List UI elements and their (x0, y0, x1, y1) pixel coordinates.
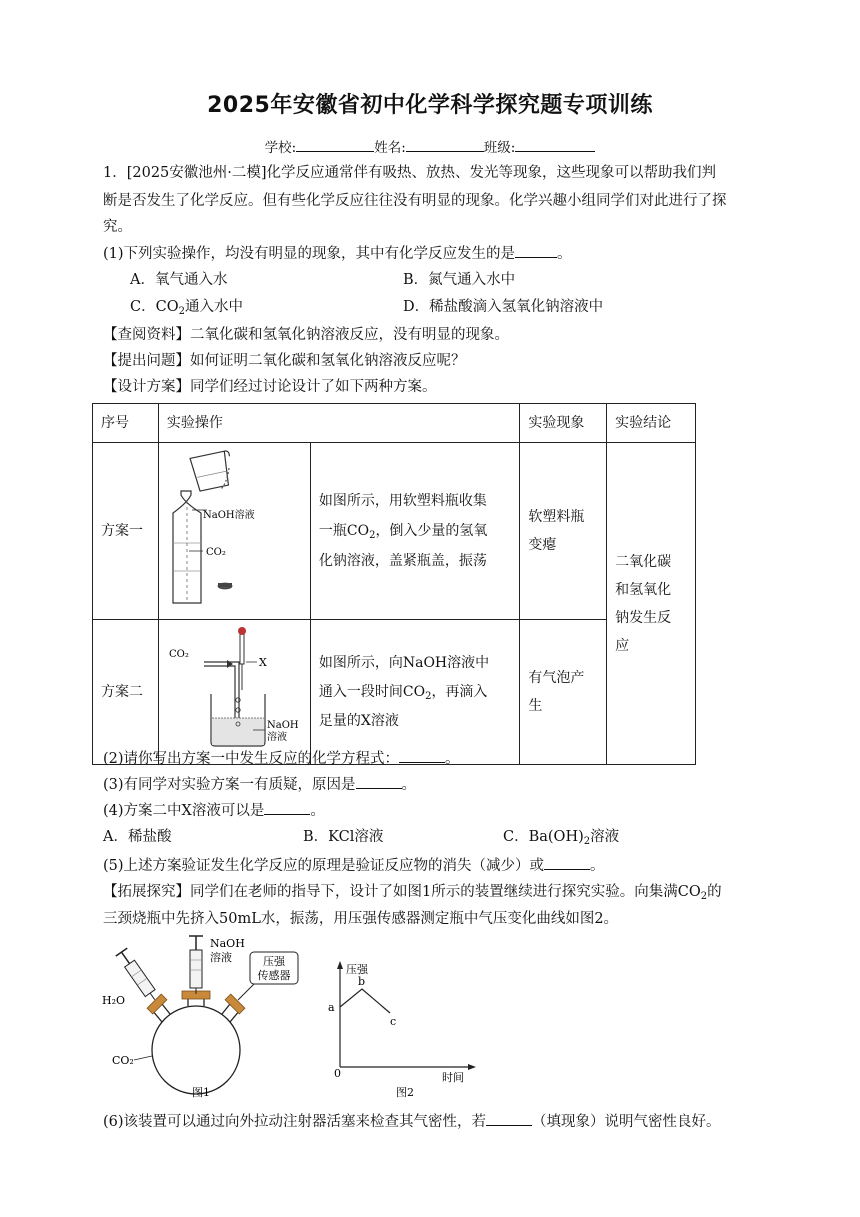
option-c[interactable] (130, 297, 243, 317)
question-1-text: (1)下列实验操作，均没有明显的现象，其中有化学反应发生的是 (103, 246, 516, 262)
fig2-co2-label: CO₂ (168, 649, 189, 660)
reference-text: 二氧化碳和氢氧化钠溶液反应，没有明显的现象。 (190, 327, 509, 343)
conclusion-line-2: 和氢氧化 (615, 581, 672, 598)
extension-l1-pre: 同学们在老师的指导下，设计了如图1所示的装置继续进行探究实验。向集满CO (190, 884, 701, 900)
question-6-blank[interactable] (486, 1111, 532, 1126)
question-5-end: 。 (590, 858, 605, 874)
point-c-label: c (390, 1015, 397, 1028)
plan-1-label: 方案一 (93, 443, 159, 620)
header-operation: 实验操作 (158, 404, 519, 443)
question-6-pre: (6)该装置可以通过向外拉动注射器活塞来检查其气密性，若 (103, 1114, 487, 1130)
intro-line-3: 究。 (103, 219, 132, 235)
plan-1-operation (310, 443, 520, 620)
figure-2-caption: 图2 (396, 1086, 414, 1099)
plan-1-op-line-1: 如图所示，用软塑料瓶收集 (318, 493, 487, 509)
question-4-end: 。 (310, 803, 325, 819)
pouring-beaker-icon (190, 450, 235, 491)
school-field[interactable] (296, 137, 374, 152)
class-field[interactable] (515, 137, 595, 152)
pressure-curve-line (340, 989, 390, 1013)
beaker-gas-figure (159, 620, 309, 754)
problem-text: 如何证明二氧化碳和氢氧化钠溶液反应呢？ (190, 353, 466, 369)
plan-1-op-line-2 (319, 516, 512, 546)
figure-1-caption: 图1 (192, 1086, 210, 1099)
plan-2-op-line-2 (319, 678, 512, 707)
extension-l1-post: 的 (707, 884, 722, 900)
plan-1-op-line-2-pre: 一瓶CO (318, 523, 370, 539)
fig1-solution-text: 溶液 (210, 951, 232, 964)
plan-text: 同学们经过讨论设计了如下两种方案。 (190, 379, 437, 395)
plan-1-figure-cell (158, 443, 310, 620)
figure-1-apparatus (96, 930, 316, 1100)
question-4 (103, 800, 325, 821)
extension-line-2: 三颈烧瓶中先挤入50mL水，振荡，用压强传感器测定瓶中气压变化曲线如图2。 (103, 911, 619, 927)
figure-2-pressure-curve (322, 955, 482, 1103)
question-1 (103, 243, 572, 264)
table-row-plan-1 (93, 443, 696, 620)
extension-tag: 【拓展探究】 (103, 884, 190, 900)
point-a-label: a (328, 1001, 335, 1014)
plan-2-figure-cell (158, 620, 310, 765)
question-3 (103, 774, 416, 795)
q4-option-c-post: 溶液 (590, 829, 620, 845)
q4-option-c-sub: 2 (583, 836, 591, 847)
page-title: 2025年安徽省初中化学科学探究题专项训练 (207, 93, 653, 118)
table-row-plan-2 (93, 620, 696, 765)
header-number: 序号 (93, 404, 159, 443)
plan-1-phen-line-1: 软塑料瓶 (528, 509, 585, 525)
plan-2-operation (310, 620, 520, 765)
fig1-co2-label: CO₂ (205, 547, 226, 558)
conclusion-line-4: 应 (615, 637, 630, 654)
naoh-syringe-icon (189, 936, 203, 994)
fig1-co2-text: CO₂ (112, 1054, 134, 1067)
fig2-solution-label: 溶液 (266, 732, 287, 743)
plan-2-op-line-2-post: ，再滴入 (431, 683, 488, 700)
question-1-blank[interactable] (515, 243, 557, 258)
student-info-line (0, 136, 860, 156)
question-3-end: 。 (401, 777, 417, 793)
question-5-blank[interactable] (544, 855, 590, 870)
conclusion-cell (607, 443, 696, 765)
intro-line-1: 1．[2025安徽池州·二模]化学反应通常伴有吸热、放热、发光等现象，这些现象可以帮助我们判 (103, 165, 717, 181)
fig2-y-label: 压强 (346, 963, 368, 976)
question-6-post: （填现象）说明气密性良好。 (532, 1114, 721, 1130)
q4-option-c[interactable] (503, 827, 619, 847)
conclusion-line-1: 二氧化碳 (615, 553, 672, 570)
option-c-pre: C．CO (130, 299, 179, 315)
name-field[interactable] (406, 137, 484, 152)
option-a[interactable]: A．氧气通入水 (130, 272, 228, 288)
plan-1-phen-line-2: 变瘪 (528, 537, 557, 553)
fig1-naoh-label: NaOH溶液 (202, 510, 255, 521)
question-3-text: (3)有同学对实验方案一有质疑，原因是 (103, 777, 356, 793)
question-3-blank[interactable] (356, 774, 402, 789)
plan-1-op-line-2-sub: 2 (369, 530, 376, 541)
bottle-cap-icon (218, 583, 232, 587)
plan-2-op-line-2-pre: 通入一段时间CO (318, 683, 426, 700)
fig1-naoh-text: NaOH (210, 937, 245, 950)
extension-line-1 (103, 882, 722, 902)
plan-2-phen-line-1: 有气泡产 (528, 670, 585, 686)
plan-2-op-line-1: 如图所示，向NaOH溶液中 (318, 654, 490, 671)
question-2-end: 。 (445, 751, 460, 767)
name-label: 姓名: (374, 140, 406, 156)
question-1-end: 。 (557, 246, 572, 262)
three-neck-flask-icon (152, 1006, 240, 1094)
question-5 (103, 855, 605, 876)
problem-paragraph (103, 351, 466, 371)
q4-option-b[interactable]: B．KCl溶液 (303, 829, 384, 845)
plan-2-op-line-3: 足量的X溶液 (318, 712, 399, 729)
header-conclusion: 实验结论 (607, 404, 696, 443)
question-2 (103, 748, 460, 769)
question-2-text: (2)请你写出方案一中发生反应的化学方程式： (103, 751, 400, 767)
question-6 (103, 1111, 721, 1132)
reference-paragraph (103, 325, 509, 345)
plan-1-phenomenon (520, 443, 607, 620)
plan-2-op-line-2-sub: 2 (425, 690, 432, 702)
experiment-table (92, 403, 696, 765)
question-2-blank[interactable] (399, 748, 445, 763)
conclusion-line-3: 钠发生反 (615, 609, 672, 626)
fig2-x-label: 时间 (442, 1071, 464, 1084)
question-5-text: (5)上述方案验证发生化学反应的原理是验证反应物的消失（减少）或 (103, 858, 545, 874)
plan-1-op-line-2-post: ，倒入少量的氢氧 (375, 523, 488, 539)
q4-option-a[interactable]: A．稀盐酸 (103, 829, 172, 845)
extension-l1-sub: 2 (700, 891, 708, 902)
plan-2-phenomenon (520, 620, 607, 765)
class-label: 班级: (483, 140, 516, 156)
table-header-row (93, 404, 696, 443)
sensor-label-2: 传感器 (257, 969, 291, 982)
plastic-bottle-figure (159, 443, 309, 609)
plan-tag: 【设计方案】 (103, 379, 190, 395)
plan-2-label: 方案二 (93, 620, 159, 765)
problem-tag: 【提出问题】 (103, 353, 190, 369)
plan-1-op-line-3: 化钠溶液，盖紧瓶盖，振荡 (318, 553, 487, 569)
school-label: 学校: (264, 140, 297, 156)
dropper-bulb-icon (238, 627, 246, 635)
fig1-h2o-text: H₂O (102, 994, 126, 1007)
intro-line-2: 断是否发生了化学反应。但有些化学反应往往没有明显的现象。化学兴趣小组同学们对此进行了探 (103, 193, 727, 209)
fig2-origin: 0 (334, 1067, 341, 1080)
plan-2-phen-line-2: 生 (528, 698, 543, 714)
reference-tag: 【查阅资料】 (103, 327, 190, 343)
question-4-text: (4)方案二中X溶液可以是 (103, 803, 265, 819)
fig2-x-label: X (258, 656, 267, 669)
plan-paragraph (103, 377, 437, 397)
q4-option-c-pre: C．Ba(OH) (503, 829, 584, 845)
header-phenomenon: 实验现象 (520, 404, 607, 443)
option-c-sub: 2 (178, 306, 185, 317)
option-c-post: 通入水中 (184, 299, 243, 315)
sensor-label-1: 压强 (263, 955, 285, 968)
option-d[interactable]: D．稀盐酸滴入氢氧化钠溶液中 (403, 299, 604, 315)
point-b-label: b (358, 975, 366, 988)
fig2-naoh-label: NaOH (266, 720, 299, 731)
question-4-blank[interactable] (264, 800, 310, 815)
option-b[interactable]: B．氮气通入水中 (403, 272, 516, 288)
